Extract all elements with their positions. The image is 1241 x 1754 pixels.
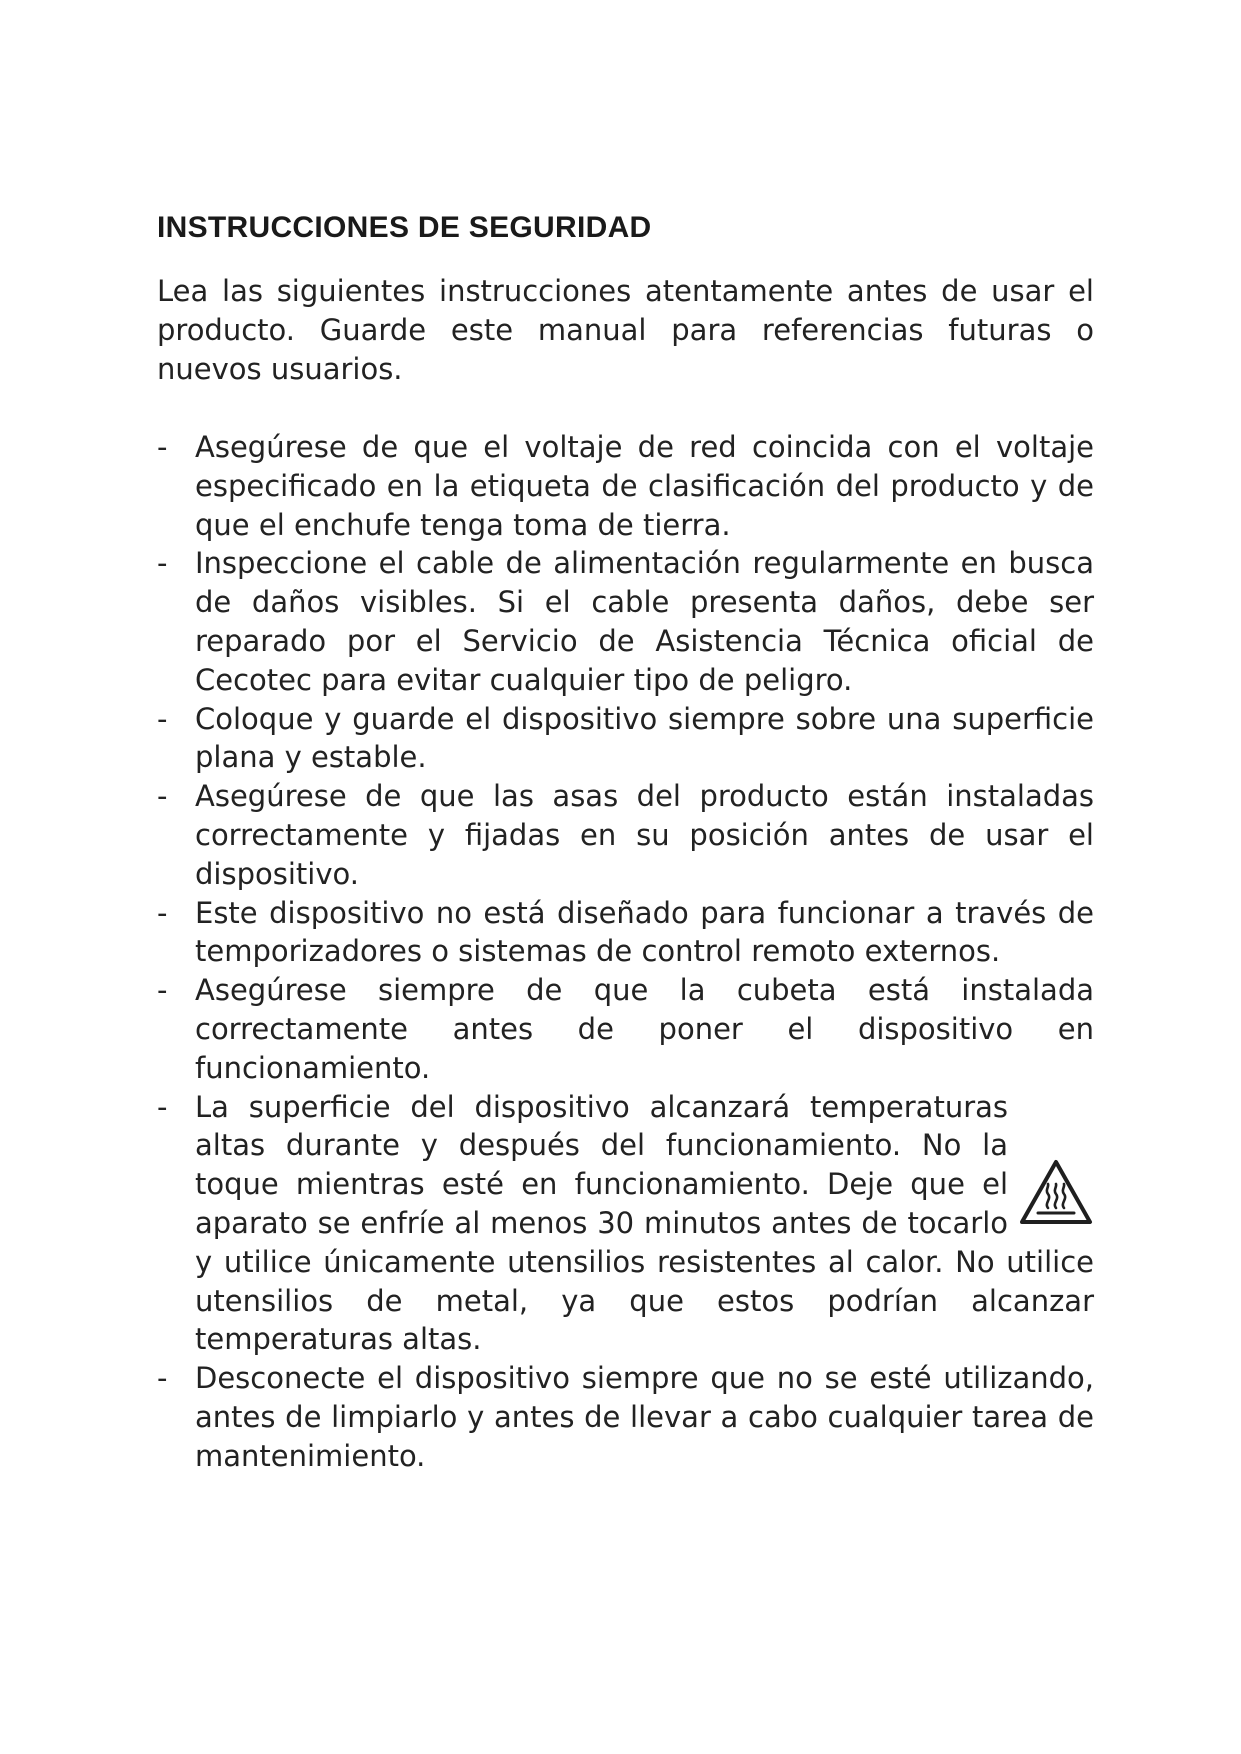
list-item-text: Coloque y guarde el dispositivo siempre sobre una superficie plana y estable. — [195, 701, 1094, 775]
list-dash: - — [157, 1089, 168, 1124]
list-item — [157, 1359, 1094, 1475]
list-dash: - — [157, 895, 168, 930]
list-item — [157, 777, 1094, 893]
list-item-text: Asegúrese de que las asas del producto están instaladas correctamente y fijadas en su posición antes de usar el dispositivo. — [195, 779, 1094, 891]
list-dash: - — [157, 973, 168, 1008]
list-item-text: Inspeccione el cable de alimentación regularmente en busca de daños visibles. Si el cable presenta daños, debe ser reparado por el Servicio de Asistencia Técnica oficial de Cecotec para evitar cualquier tipo de peligro. — [195, 546, 1094, 697]
safety-instructions-list — [157, 428, 1094, 1476]
list-item-text: Asegúrese de que el voltaje de red coincida con el voltaje especificado en la etiqueta de clasificación del producto y de que el enchufe tenga toma de tierra. — [195, 430, 1094, 542]
list-item — [157, 544, 1094, 699]
list-item — [157, 894, 1094, 972]
list-item-text: Desconecte el dispositivo siempre que no se esté utilizando, antes de limpiarlo y antes de llevar a cabo cualquier tarea de mantenimiento. — [195, 1361, 1094, 1473]
list-item — [157, 428, 1094, 544]
intro-paragraph: Lea las siguientes instrucciones atentamente antes de usar el producto. Guarde este manual para referencias futuras o nuevos usuarios. — [157, 274, 1094, 386]
list-dash: - — [157, 430, 168, 464]
list-dash: - — [157, 701, 168, 736]
hot-surface-warning-icon — [1018, 1158, 1094, 1226]
list-item — [157, 1088, 1094, 1360]
list-item-text: La superficie del dispositivo alcanzará temperaturas altas durante y después del funcionamiento. No la toque mientras esté en funcionamiento. Deje que el aparato se enfríe al menos 30 minutos antes de tocarlo y utilice únicamente utensilios resistentes al calor. No utilice utensilios de metal, ya que estos podrían alcanzar temperaturas altas. — [195, 1089, 1094, 1357]
list-item — [157, 971, 1094, 1087]
list-item-text: Asegúrese siempre de que la cubeta está instalada correctamente antes de poner el dispositivo en funcionamiento. — [195, 973, 1094, 1085]
list-item-text: Este dispositivo no está diseñado para funcionar a través de temporizadores o sistemas de control remoto externos. — [195, 895, 1094, 969]
page-title: INSTRUCCIONES DE SEGURIDAD — [157, 211, 652, 244]
list-dash: - — [157, 1361, 168, 1396]
list-dash: - — [157, 546, 168, 581]
list-dash: - — [157, 779, 168, 814]
page-content — [157, 208, 1094, 1476]
list-item — [157, 700, 1094, 778]
